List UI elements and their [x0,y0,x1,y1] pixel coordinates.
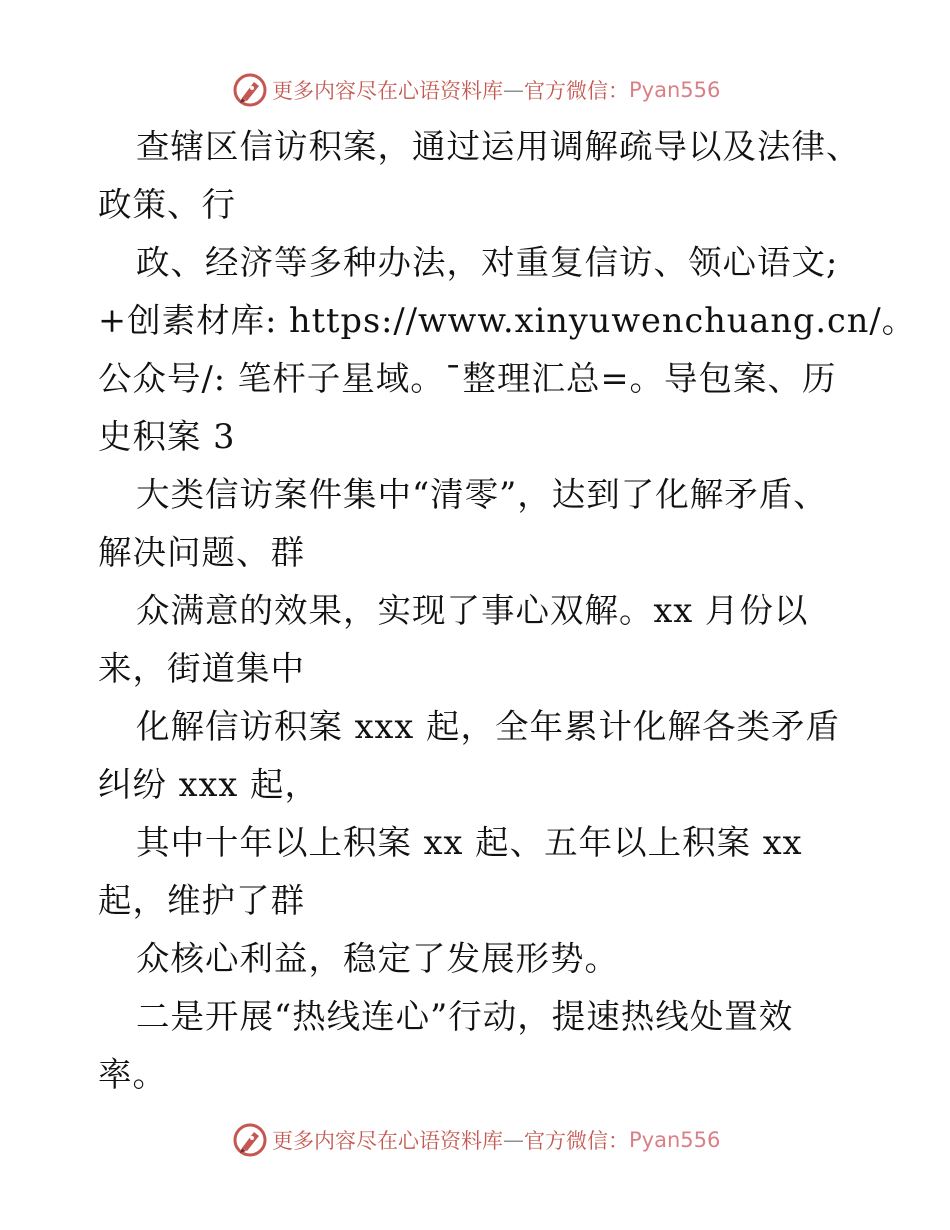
pen-logo-icon [232,1122,268,1158]
text-line: 二是开展“热线连心”行动，提速热线处置效 [136,997,794,1036]
text-line: 来，街道集中 [98,649,305,688]
text-line: 解决问题、群 [98,533,305,572]
text-line: 众满意的效果，实现了事心双解。xx 月份以 [136,591,809,630]
banner-dash: — [503,1128,524,1152]
banner-wechat-label: 官方微信： [524,79,629,103]
banner-wechat-id: Pyan556 [629,78,721,102]
banner-main-text: 更多内容尽在心语资料库 [272,79,503,103]
text-line: 政、经济等多种办法，对重复信访、领心语文; [136,243,839,282]
banner-dash: — [503,78,524,102]
text-line: +创素材库: https://www.xinyuwenchuang.cn/。 [98,301,917,340]
text-line: 史积案 3 [98,417,236,456]
document-body [98,118,917,1104]
banner-wechat-id: Pyan556 [629,1128,721,1152]
footer-banner [232,1120,721,1160]
banner-main-text: 更多内容尽在心语资料库 [272,1129,503,1153]
text-line: 公众号/: 笔杆子星域。¯整理汇总=。导包案、历 [98,359,837,398]
pen-logo-icon [232,72,268,108]
text-line: 化解信访积案 xxx 起，全年累计化解各类矛盾 [136,707,840,746]
text-line: 起，维护了群 [98,881,305,920]
text-line: 查辖区信访积案，通过运用调解疏导以及法律、 [136,127,861,166]
header-banner [232,70,721,110]
text-line: 率。 [98,1055,167,1094]
text-line: 政策、行 [98,185,236,224]
text-line: 纠纷 xxx 起， [98,765,319,804]
text-line: 众核心利益，稳定了发展形势。 [136,939,619,978]
text-line: 其中十年以上积案 xx 起、五年以上积案 xx [136,823,803,862]
banner-wechat-label: 官方微信： [524,1129,629,1153]
text-line: 大类信访案件集中“清零”，达到了化解矛盾、 [136,475,828,514]
